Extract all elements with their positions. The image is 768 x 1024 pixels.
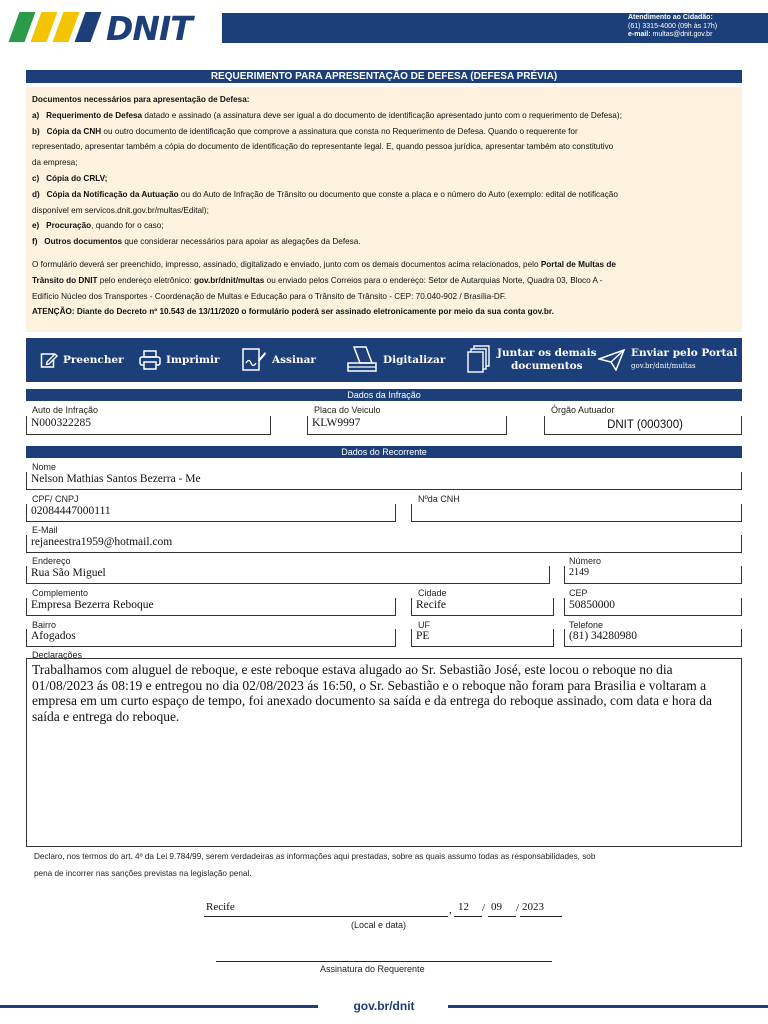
name-field[interactable]: Nelson Mathias Santos Bezerra - Me [26,472,742,490]
contact-label: Atendimento ao Cidadão: [628,14,713,21]
number-field[interactable]: 2149 [564,566,742,584]
cnh-field[interactable] [411,504,742,522]
legal-declaration: Declaro, nos termos do art. 4º da Lei 9.784/99, serem verdadeiras as informações aqui prestadas, sobre as quais assumo todas as responsabilidades, sob pena de incorrer nas sanções previstas na legislação penal. [34,852,596,878]
date-slash-1: / [482,902,486,914]
name-label: Nome [32,462,57,472]
address-field[interactable]: Rua São Miguel [26,566,550,584]
year-line [520,916,562,917]
declarations-field[interactable]: Trabalhamos com aluguel de reboque, e este reboque estava alugado ao Sr. Sebastião José, este locou o reboque no dia 01/08/2023 ás 08:19 e entregou no dia 02/08/2023 ás 16:50, o Sr. Sebastião e o reboque não foram para Brasilia e voltaram a empresa em um curto espaço de tempo, foi anexado documento sa saída e da entrega do reboque assinado, com data e hora da saída e entrega do reboque. [26,658,742,847]
year-value[interactable]: 2023 [522,901,544,913]
fill-label: Preencher [63,354,124,366]
item-b: b) Cópia da CNH ou outro documento de identificação que comprove a assinatura que consta no Requerimento de Defesa. Quando o requerente for [32,126,578,136]
plate-label: Placa do Veiculo [314,405,381,415]
form-title: REQUERIMENTO PARA APRESENTAÇÃO DE DEFESA (DEFESA PRÉVIA) [26,70,742,83]
instructions-paragraph: O formulário deverá ser preenchido, impresso, assinado, digitalizado e enviado, junto com os demais documentos acima relacionados, pelo Portal de Multas de [32,259,616,269]
item-d: d) Cópia da Notificação da Autuação ou do Auto de Infração de Trânsito ou documento que conste a placa e o número do Auto (exemplo: edital de notificação [32,189,618,199]
uf-field[interactable]: PE [411,629,554,647]
send-portal-button[interactable] [598,338,737,382]
place-value[interactable]: Recife [206,901,235,913]
item-b-line3: da empresa; [32,158,78,168]
address-label: Endereço [32,556,71,566]
scan-label: Digitalizar [383,354,446,366]
attention-note: ATENÇÃO: Diante do Decreto nº 10.543 de 13/11/2020 o formulário poderá ser assinado eletronicamente por meio da sua conta gov.br. [32,307,554,317]
contact-email[interactable]: multas@dnit.gov.br [652,31,713,38]
phone-label: Telefone [569,620,604,630]
email-label: E-Mail [32,525,58,535]
send-url: gov.br/dnit/multas [631,362,696,370]
auto-label: Auto de Infração [32,405,99,415]
sign-button[interactable] [241,338,316,382]
item-b-line2: representado, apresentar também a cópia do documento de identificação do representante legal. E, quando pessoa jurídica, apresentar também ato constitutivo [32,142,614,152]
item-f: f) Outros documentos que considerar necessários para apoiar as alegações da Defesa. [32,237,361,247]
documents-icon [466,345,492,375]
instructions-box: Documentos necessários para apresentação de Defesa: a) Requerimento de Defesa datado e assinado (a assinatura deve ser igual a do documento de identificação apresentado junto com o requerimento de Defesa); b) Cópia da CNH ou outro documento de identificação que comprove a assinatura que consta no Requerimento de Defesa. Quando o requerente for representado, apresentar também a cópia do documento de identificação do representante legal. E, quando pessoa jurídica, apresentar também ato constitutivo da empresa; c) Cópia do CRLV; d) Cópia da Notificação da Autuação ou do Auto de Infração de Trânsito ou documento que conste a placa e o número do Auto (exemplo: edital de notificação disponível em servicos.dnit.gov.br/multas/Edital); e) Procuração, quando for o caso; f) Outros documentos que considerar necessários para apoiar as alegações da Defesa. O formulário deverá ser preenchido, impresso, assinado, digitalizado e enviado, junto com os demais documentos acima relacionados, pelo Portal de Multas de Trânsito do DNIT pelo endereço eletrônico: gov.br/dnit/multas ou enviado pelos Correios para o endereço: Setor de Autarquias Norte, Quadra 03, Bloco A - Edifício Núcleo dos Transportes - Coordenação de Multas e Educação para o Trânsito de Trânsito - CEP: 70.040-902 / Brasília-DF. ATENÇÃO: Diante do Decreto nº 10.543 de 13/11/2020 o formulário poderá ser assinado eletronicamente por meio da sua conta gov.br. [26,87,742,332]
day-value[interactable]: 12 [458,901,469,913]
uf-label: UF [418,620,430,630]
section-applicant: Dados do Recorrente [26,446,742,458]
cep-label: CEP [569,588,588,598]
fill-button[interactable] [40,338,124,382]
item-a: a) Requerimento de Defesa datado e assinado (a assinatura deve ser igual a do documento de identificação apresentado junto com o requerimento de Defesa); [32,110,622,120]
logo-text: DNIT [106,9,192,48]
dnit-logo [0,0,222,46]
date-comma: , [449,904,452,916]
date-slash-2: / [516,902,520,914]
district-field[interactable]: Afogados [26,629,396,647]
paper-plane-icon [598,349,626,371]
district-label: Bairro [32,620,57,630]
email-label: e-mail: [628,31,651,38]
join-label-1: Juntar os demais [497,347,597,359]
signature-icon [241,348,267,372]
complement-field[interactable]: Empresa Bezerra Reboque [26,598,396,616]
signature-line[interactable] [216,961,552,962]
send-label: Enviar pelo Portal [631,347,738,359]
organ-field[interactable]: DNIT (000300) [544,416,742,435]
email-field[interactable]: rejaneestra1959@hotmail.com [26,535,742,553]
pencil-icon [40,351,58,369]
number-label: Número [569,556,602,566]
footer-url[interactable]: gov.br/dnit [353,999,415,1013]
month-line [488,916,516,917]
item-d-line2: disponível em servicos.dnit.gov.br/multas/Edital); [32,205,209,215]
cpf-label: CPF/ CNPJ [32,494,79,504]
printer-icon [139,350,161,370]
action-toolbar [26,338,742,382]
scan-button[interactable] [346,338,445,382]
place-line [204,916,448,917]
section-infraction: Dados da Infração [26,389,742,401]
contact-info [628,14,717,40]
sign-label: Assinar [272,354,316,366]
page-header [0,0,768,46]
auto-field[interactable]: N000322285 [26,416,271,435]
cep-field[interactable]: 50850000 [564,598,742,616]
cnh-label: Nºda CNH [418,494,460,504]
cpf-field[interactable]: 02084447000111 [26,504,396,522]
join-label-2: documentos [510,360,583,372]
month-value[interactable]: 09 [491,901,502,913]
plate-field[interactable]: KLW9997 [307,416,507,435]
signature-caption: Assinatura do Requerente [320,964,425,974]
item-c: c) Cópia do CRLV; [32,173,108,183]
scanner-icon [346,345,378,375]
city-label: Cidade [418,588,447,598]
item-e: e) Procuração, quando for o caso; [32,221,164,231]
phone-field[interactable]: (81) 34280980 [564,629,742,647]
day-line [454,916,482,917]
contact-phone: (61) 3315-4000 (09h às 17h) [628,22,718,30]
join-documents-button[interactable] [466,338,596,382]
city-field[interactable]: Recife [411,598,554,616]
print-label: Imprimir [166,354,220,366]
place-date-caption: (Local e data) [351,920,407,930]
instructions-heading: Documentos necessários para apresentação de Defesa: [32,95,250,104]
print-button[interactable] [139,338,220,382]
organ-label: Órgão Autuador [551,405,615,415]
declarations-label: Declarações [32,650,83,660]
complement-label: Complemento [32,588,89,598]
